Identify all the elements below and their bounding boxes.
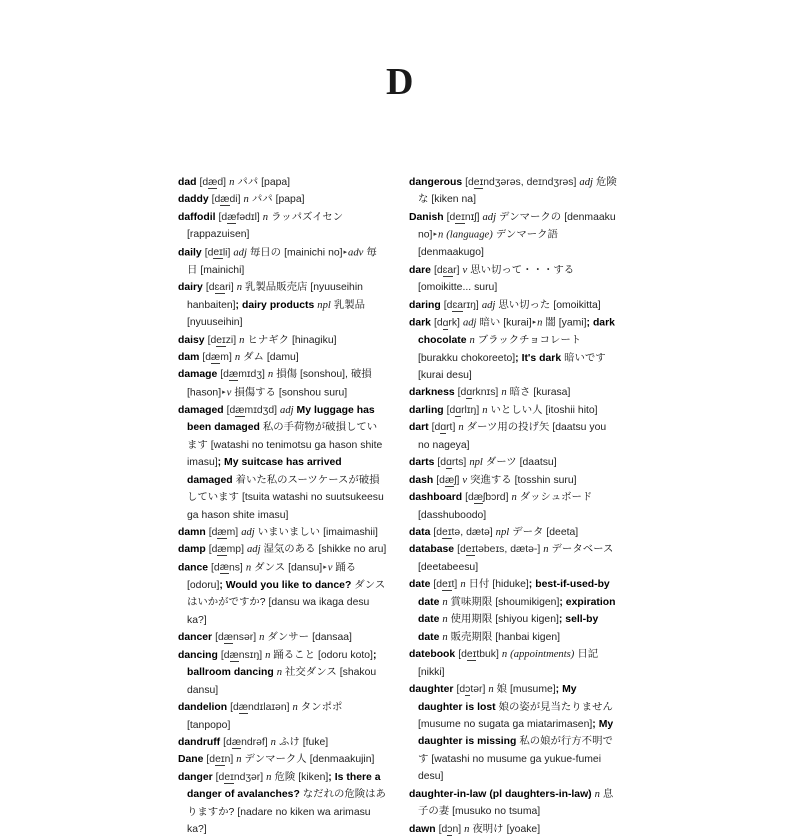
romaji: [musume no sugata ga miatarimasen] <box>418 719 593 731</box>
japanese-gloss: 損傷 <box>276 369 297 381</box>
part-of-speech: n <box>458 422 464 434</box>
example-phrase: ; Would you like to dance? <box>219 579 355 591</box>
romaji: [dansu] <box>288 562 323 574</box>
romaji: [hanbai kigen] <box>495 631 561 643</box>
dictionary-entry <box>178 332 387 349</box>
japanese-gloss: デンマーク人 <box>244 754 307 766</box>
japanese-gloss: 思い切って・・・する <box>470 264 575 276</box>
headword: daddy <box>178 194 209 206</box>
romaji: [papa] <box>261 177 291 188</box>
dictionary-entry <box>409 402 618 419</box>
ipa-transcription: [dædi] <box>211 194 241 206</box>
part-of-speech: n <box>259 632 265 644</box>
headword: damp <box>178 544 206 556</box>
example-phrase: ; Is there a danger of avalanches? <box>187 771 381 801</box>
part-of-speech: n <box>442 631 448 643</box>
japanese-gloss: デンマーク語 <box>495 229 558 241</box>
romaji: [denmaakujin] <box>309 754 375 766</box>
part-of-speech: n <box>265 649 271 661</box>
japanese-gloss: 使用期限 <box>450 614 493 626</box>
japanese-gloss: パパ <box>237 177 259 188</box>
ipa-transcription: [dæmp] <box>208 544 244 556</box>
japanese-gloss: 日付 <box>468 579 490 591</box>
romaji: [kurai] <box>503 317 532 329</box>
usage-note: (appointments) <box>510 649 575 661</box>
ipa-transcription: [deɪtə, dætə] <box>433 527 493 539</box>
romaji: [mainichi no] <box>284 247 343 259</box>
ipa-transcription: [deɪzi] <box>207 334 237 346</box>
romaji: [fuke] <box>302 736 329 748</box>
dictionary-entry <box>178 209 387 244</box>
example-phrase: ; sell-by date <box>418 614 599 643</box>
dictionary-entry <box>178 559 387 629</box>
dictionary-entry <box>409 209 618 262</box>
example-phrase: ; It's dark <box>515 352 565 364</box>
headword: daughter <box>409 684 454 696</box>
japanese-gloss: 販売期限 <box>450 631 493 643</box>
japanese-gloss: データ <box>512 527 544 539</box>
part-of-speech: v <box>462 474 468 486</box>
part-of-speech: n <box>482 404 488 416</box>
japanese-gloss: 暗さ <box>509 387 531 399</box>
ipa-transcription: [deɪtbuk] <box>458 649 499 661</box>
japanese-gloss: 私の娘が行方不明です <box>418 736 613 765</box>
romaji: [dansu wa ikaga desu ka?] <box>187 597 370 626</box>
sense-arrow-icon: ▸ <box>532 319 537 327</box>
part-of-speech: n <box>292 702 298 714</box>
part-of-speech: adj <box>481 299 496 311</box>
dictionary-entry <box>178 541 387 558</box>
dictionary-column-left <box>178 174 387 839</box>
romaji: [watashi no musume ga yukue-fumei desu] <box>418 753 602 783</box>
romaji: [nikki] <box>418 666 445 678</box>
dictionary-entry <box>409 786 618 821</box>
headword: daily <box>178 247 202 259</box>
example-phrase: ; best-if-used-by date <box>418 579 610 608</box>
part-of-speech: n <box>501 649 508 661</box>
part-of-speech: n <box>442 596 448 608</box>
dictionary-entry: damage [dæmɪdʒ] n 損傷 [sonshou], 破損 [hason]▸v 損傷する [sonshou suru] <box>178 369 372 399</box>
headword: date <box>409 579 431 591</box>
headword: dance <box>178 562 209 574</box>
dictionary-entry <box>409 576 618 646</box>
part-of-speech: n <box>464 823 470 835</box>
japanese-gloss: 踊る <box>335 562 357 574</box>
japanese-gloss: 暗いです <box>564 352 606 364</box>
japanese-gloss: ダンス <box>254 562 286 574</box>
romaji: [odoru koto] <box>317 649 373 661</box>
example-phrase: ; expiration date <box>418 596 616 626</box>
ipa-transcription: [dæm] <box>208 527 239 539</box>
japanese-gloss: デンマークの <box>499 211 562 223</box>
headword: dancing <box>178 649 218 661</box>
japanese-gloss: 社交ダンス <box>284 667 337 679</box>
ipa-transcription: [dæmɪdʒ] <box>220 369 265 381</box>
dictionary-entry <box>178 769 387 839</box>
part-of-speech: n <box>276 667 282 679</box>
example-phrase: ; My suitcase has arrived damaged <box>187 457 342 486</box>
romaji: [musume] <box>510 684 556 696</box>
ipa-transcription: [dɔtər] <box>456 684 486 696</box>
dictionary-entry <box>178 349 387 366</box>
dictionary-column-right <box>409 174 618 838</box>
romaji: [shakou dansu] <box>187 667 377 696</box>
dictionary-entry <box>178 402 387 524</box>
dictionary-entry <box>178 244 387 279</box>
japanese-gloss: データベース <box>551 544 614 556</box>
japanese-gloss: 乳製品 <box>333 299 365 311</box>
headword: damn <box>178 527 206 539</box>
romaji: [kurasa] <box>533 387 571 399</box>
romaji: [tsuita watashi no suutsukeesu ga hason shite imasu] <box>187 492 384 521</box>
headword: daring <box>409 299 441 311</box>
ipa-transcription: [dɛari] <box>205 282 234 294</box>
dictionary-entry <box>409 174 618 209</box>
dictionary-entry <box>178 629 387 646</box>
part-of-speech: n <box>543 544 549 556</box>
part-of-speech: adj <box>246 544 261 556</box>
headword: dam <box>178 352 200 364</box>
dictionary-entry <box>409 524 618 541</box>
part-of-speech: adj <box>241 527 255 539</box>
usage-note: (language) <box>446 229 493 241</box>
headword: daughter-in-law (pl daughters-in-law) <box>409 788 592 800</box>
headword: damage <box>178 369 218 381</box>
japanese-gloss: 夜明け <box>472 823 504 835</box>
romaji: [burakku chokoreeto] <box>418 352 516 364</box>
dictionary-entry <box>409 419 618 454</box>
dictionary-entry <box>409 297 618 314</box>
sense-arrow-icon: ▸ <box>222 388 226 396</box>
page-title: D <box>386 61 414 103</box>
romaji: [imaimashii] <box>323 527 378 539</box>
japanese-gloss: ダーツ <box>485 457 517 469</box>
dictionary-entry <box>409 454 618 471</box>
japanese-gloss: ヒナギク <box>247 334 289 346</box>
romaji: [nadare no kiken wa arimasu ka?] <box>187 806 371 836</box>
japanese-gloss: 暗い <box>479 317 501 329</box>
ipa-transcription: [deɪnɪʃ] <box>446 211 480 223</box>
ipa-transcription: [dɑrts] <box>437 457 467 469</box>
dictionary-entry <box>178 191 387 208</box>
japanese-gloss: 破損 <box>350 369 372 381</box>
part-of-speech: v <box>327 562 333 574</box>
part-of-speech: n <box>442 614 448 626</box>
dictionary-entry <box>178 647 387 699</box>
part-of-speech: adj <box>233 247 247 259</box>
ipa-transcription: [deɪtəbeɪs, dætə-] <box>457 544 541 556</box>
romaji: [hiduke] <box>492 579 529 591</box>
romaji: [dasshuboodo] <box>418 509 487 521</box>
romaji: [musuko no tsuma] <box>452 806 541 818</box>
part-of-speech: adj <box>280 404 294 416</box>
dictionary-entry <box>178 279 387 331</box>
romaji: [dansaa] <box>312 632 352 644</box>
headword: darkness <box>409 387 455 399</box>
japanese-gloss: 闇 <box>545 317 556 329</box>
japanese-gloss: 危険 <box>274 771 296 783</box>
ipa-transcription: [dɔn] <box>438 823 462 835</box>
part-of-speech: n <box>245 562 252 574</box>
part-of-speech: n <box>239 334 245 346</box>
japanese-gloss: ダム <box>243 352 264 364</box>
part-of-speech: adj <box>462 317 477 329</box>
example-phrase: ; My daughter is lost <box>418 684 577 713</box>
romaji: [sonshou suru] <box>278 387 348 399</box>
headword: dad <box>178 177 197 188</box>
part-of-speech: n <box>229 177 235 188</box>
ipa-transcription: [deɪndʒər] <box>215 771 264 783</box>
sense-arrow-icon: ▸ <box>433 231 437 239</box>
romaji: [shikke no aru] <box>318 544 387 556</box>
dictionary-entry <box>409 472 618 489</box>
romaji: [odoru] <box>187 579 220 591</box>
headword: dandelion <box>178 702 228 714</box>
part-of-speech: npl <box>469 457 483 469</box>
dictionary-entry <box>409 314 618 384</box>
japanese-gloss: ふけ <box>278 736 300 748</box>
japanese-gloss: ダーツ用の投げ矢 <box>466 422 550 434</box>
romaji: [hason] <box>187 387 222 399</box>
romaji: [kiken na] <box>431 194 476 206</box>
headword: data <box>409 527 431 539</box>
headword: darts <box>409 457 435 469</box>
romaji: [mainichi] <box>200 264 245 276</box>
headword: danger <box>178 771 213 783</box>
part-of-speech: n <box>236 282 243 294</box>
part-of-speech: n <box>460 579 466 591</box>
romaji: [kiken] <box>298 771 329 783</box>
japanese-gloss: 着いた私のスーツケースが破損しています <box>187 474 380 504</box>
ipa-transcription: [dænsər] <box>215 632 257 644</box>
dictionary-columns <box>178 174 618 839</box>
headword: dawn <box>409 823 436 835</box>
part-of-speech: adv <box>348 247 364 259</box>
romaji: [shoumikigen] <box>495 596 560 608</box>
romaji: [daatsu you no nageya] <box>418 422 607 451</box>
headword: daisy <box>178 334 205 346</box>
ipa-transcription: [dæʃ] <box>436 474 460 486</box>
example-phrase: ; dark chocolate <box>418 317 615 347</box>
part-of-speech: npl <box>317 299 331 311</box>
ipa-transcription: [deɪndʒərəs, deɪndʒrəs] <box>465 177 577 188</box>
japanese-gloss: 湿気のある <box>263 544 316 556</box>
ipa-transcription: [dɑrt] <box>431 422 456 434</box>
japanese-gloss: 私の手荷物が破損しています <box>187 422 378 451</box>
part-of-speech: n <box>437 229 444 241</box>
headword: damaged <box>178 404 224 416</box>
ipa-transcription: [dɑrlɪŋ] <box>446 404 480 416</box>
romaji: [omoikitte... suru] <box>418 282 498 294</box>
headword: darling <box>409 404 444 416</box>
dictionary-entry <box>409 646 618 681</box>
ipa-transcription: [dɑrk] <box>433 317 460 329</box>
dictionary-entry <box>409 541 618 576</box>
dictionary-entry <box>409 821 618 838</box>
headword: dangerous <box>409 177 463 188</box>
romaji: [yoake] <box>506 823 541 835</box>
ipa-transcription: [dænsɪŋ] <box>220 649 263 661</box>
headword: Dane <box>178 754 204 766</box>
ipa-transcription: [deɪt] <box>433 579 458 591</box>
headword: dairy <box>178 282 203 294</box>
dictionary-entry <box>409 681 618 786</box>
ipa-transcription: [deɪli] <box>204 247 231 259</box>
romaji: [omoikitta] <box>553 299 601 311</box>
japanese-gloss: いまいましい <box>257 527 321 539</box>
part-of-speech: n <box>236 754 242 766</box>
dictionary-entry <box>409 262 618 297</box>
headword: dare <box>409 264 431 276</box>
ipa-transcription: [dɛar] <box>433 264 460 276</box>
japanese-gloss: 思い切った <box>498 299 551 311</box>
romaji: [daatsu] <box>519 457 557 469</box>
japanese-gloss: 危険な <box>418 177 617 206</box>
headword: dark <box>409 317 431 329</box>
japanese-gloss: ダンスはいかがですか? <box>187 579 386 609</box>
japanese-gloss: ダッシュボード <box>519 492 593 504</box>
part-of-speech: n <box>267 369 274 381</box>
dictionary-entry <box>178 174 387 191</box>
romaji: [nyuuseihin hanbaiten] <box>187 282 363 311</box>
sense-arrow-icon: ▸ <box>343 248 348 256</box>
romaji: [damu] <box>266 352 299 364</box>
japanese-gloss: 賞味期限 <box>450 596 493 608</box>
dictionary-entry <box>409 489 618 524</box>
ipa-transcription: [deɪn] <box>206 754 234 766</box>
headword: database <box>409 544 455 556</box>
headword: dash <box>409 474 434 486</box>
romaji: [papa] <box>275 194 305 206</box>
japanese-gloss: 娘の姿が見当たりません <box>498 701 613 713</box>
part-of-speech: n <box>270 736 276 748</box>
dictionary-entry <box>178 524 387 541</box>
japanese-gloss: 乳製品販売店 <box>245 282 308 294</box>
romaji: [denmaakugo] <box>418 247 484 259</box>
japanese-gloss: 損傷する <box>234 387 276 399</box>
romaji: [tosshin suru] <box>514 474 577 486</box>
romaji: [deetabeesu] <box>418 561 479 573</box>
part-of-speech: n <box>469 335 475 347</box>
ipa-transcription: [dæmɪdʒd] <box>226 404 278 416</box>
ipa-transcription: [dæfədɪl] <box>218 211 260 223</box>
romaji: [deeta] <box>546 527 579 539</box>
japanese-gloss: ラッパズイセン <box>271 211 344 223</box>
part-of-speech: v <box>462 264 468 276</box>
headword: dashboard <box>409 492 463 504</box>
part-of-speech: adj <box>579 177 593 188</box>
headword: dandruff <box>178 736 221 748</box>
headword: dancer <box>178 632 213 644</box>
part-of-speech: n <box>266 771 272 783</box>
headword: Danish <box>409 211 444 223</box>
example-phrase: ; My daughter is missing <box>418 719 614 748</box>
part-of-speech: n <box>488 684 494 696</box>
example-phrase: My luggage has been damaged <box>187 404 375 434</box>
example-phrase: ; ballroom dancing <box>187 649 377 679</box>
ipa-transcription: [dɑrknɪs] <box>457 387 499 399</box>
romaji: [tanpopo] <box>187 719 231 731</box>
japanese-gloss: 踊ること <box>273 649 315 661</box>
ipa-transcription: [dæns] <box>211 562 243 574</box>
headword: datebook <box>409 649 456 661</box>
headword: dart <box>409 422 429 434</box>
romaji: [rappazuisen] <box>187 229 250 241</box>
romaji: [kurai desu] <box>418 369 472 381</box>
japanese-gloss: タンポポ <box>300 702 343 714</box>
ipa-transcription: [dændrəf] <box>223 736 268 748</box>
ipa-transcription: [dæd] <box>199 177 227 188</box>
dictionary-entry <box>409 384 618 401</box>
romaji: [denmaaku no] <box>418 211 616 241</box>
japanese-gloss: 毎日の <box>249 247 282 259</box>
part-of-speech: npl <box>495 527 510 539</box>
romaji: [watashi no tenimotsu ga hason shite imasu] <box>187 439 383 469</box>
part-of-speech: n <box>262 211 269 223</box>
part-of-speech: n <box>243 194 249 206</box>
romaji: [hinagiku] <box>292 334 337 346</box>
romaji: [sonshou] <box>299 369 346 381</box>
dictionary-entry <box>178 734 387 751</box>
headword: daffodil <box>178 211 216 223</box>
japanese-gloss: 息子の妻 <box>418 788 614 818</box>
example-phrase: ; dairy products <box>235 299 318 311</box>
part-of-speech: adj <box>482 211 497 223</box>
ipa-transcription: [dændɪlaɪən] <box>230 702 290 714</box>
dictionary-entry <box>178 699 387 734</box>
romaji: [nyuuseihin] <box>187 317 243 329</box>
japanese-gloss: ブラックチョコレート <box>477 335 582 347</box>
japanese-gloss: 娘 <box>496 684 508 696</box>
romaji: [shiyou kigen] <box>495 614 559 626</box>
part-of-speech: v <box>226 387 232 399</box>
japanese-gloss: 日記 <box>577 649 599 661</box>
part-of-speech: n <box>511 492 517 504</box>
part-of-speech: n <box>501 387 507 399</box>
part-of-speech: n <box>537 317 543 329</box>
sense-arrow-icon: ▸ <box>323 563 327 571</box>
ipa-transcription: [dɛarɪŋ] <box>443 299 479 311</box>
japanese-gloss: パパ <box>251 194 273 206</box>
japanese-gloss: ダンサー <box>267 632 310 644</box>
romaji: [yami] <box>558 317 587 329</box>
romaji: [itoshii hito] <box>545 404 598 416</box>
japanese-gloss: 突進する <box>470 474 512 486</box>
part-of-speech: n <box>234 352 241 364</box>
ipa-transcription: [dæm] <box>202 352 232 364</box>
japanese-gloss: いとしい人 <box>490 404 543 416</box>
japanese-gloss: なだれの危険はありますか? <box>187 789 386 818</box>
japanese-gloss: 毎日 <box>187 247 377 276</box>
part-of-speech: n <box>594 788 600 800</box>
dictionary-entry <box>178 751 387 768</box>
ipa-transcription: [dæʃbɔrd] <box>465 492 509 504</box>
